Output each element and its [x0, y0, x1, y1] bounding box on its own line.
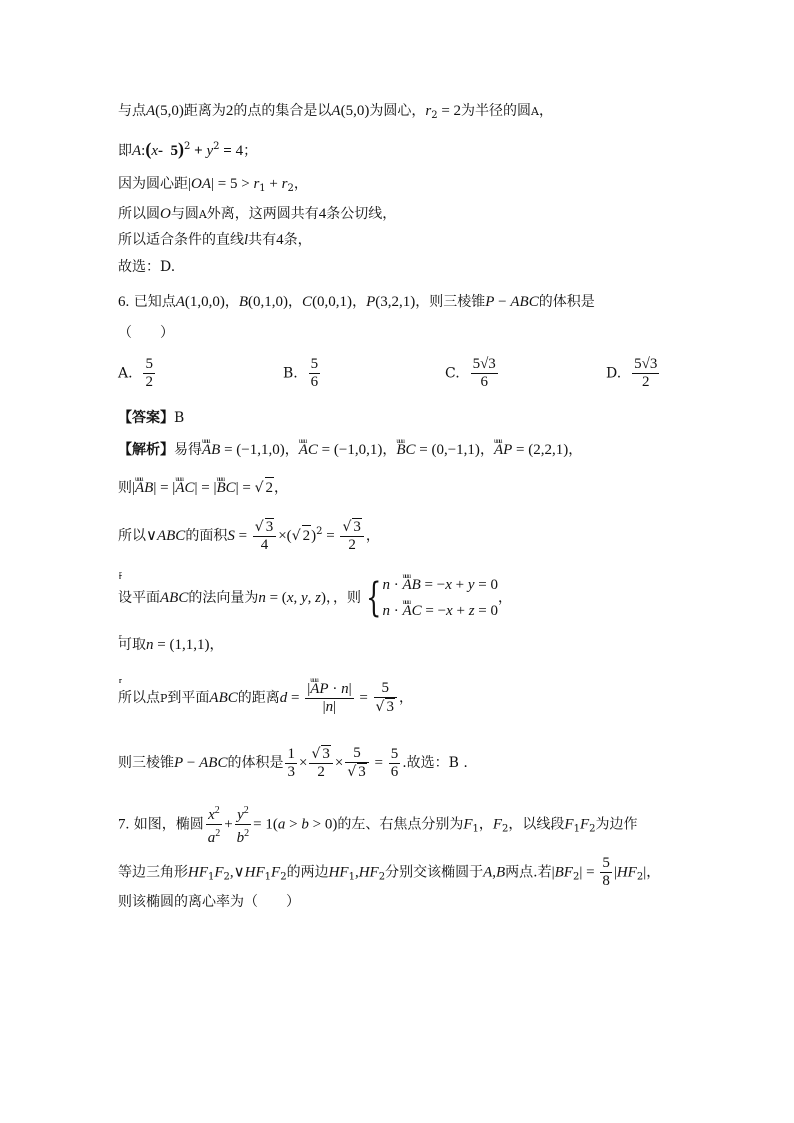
q6-stem: 6. 已知点A(1,0,0)，B(0,1,0)，C(0,0,1)，P(3,2,1)，则三棱锥P − ABC的体积是: [118, 294, 595, 310]
q6-analysis-line-6: 所以点P到平面ABC的距离d = $\frac{\text{|uuu AP · r n|}}{\text{|r n|}}$ = $\frac{5}{√ 3}$ ，: [118, 680, 413, 716]
q6-analysis-line-2: 则|uuu AB| = |uuu AC| = |uuu BC| = √ 2，: [118, 477, 288, 498]
prev-solution-line-2: 即A:(x- $5)^2 + y^2 = 4$；: [118, 139, 258, 159]
prev-solution-line-4: 所以圆O与圆A外离，这两圆共有4条公切线，: [118, 206, 397, 222]
prev-solution-line-1: 与点A(5,0)距离为2的点的集合是以A(5,0)为圆心，$r_2 = 2$为半径的圆A，: [118, 103, 553, 121]
q6-option-b: B. $\frac{5}{6}$: [283, 356, 319, 390]
q7-line-3: 则该椭圆的离心率为（ ）: [118, 894, 300, 910]
q6-paren: （ ）: [118, 325, 174, 341]
q7-line-2: 等边三角形$HF_1F_2,\vee HF_1F_2$的两边$HF_1,HF_2$分别交该椭圆于A,B两点.若$|BF_2|$ = $\frac{5}{8}$ $|HF_2|$，: [118, 855, 661, 889]
q6-analysis-line-5: 可取r n = (1,1,1)，: [118, 635, 223, 655]
q6-analysis-line-7: 则三棱锥P − ABC的体积是 $\frac{1}{3}$ × $\frac{√ 3}{2}$ × $\frac{5}{√ 3}$ = $\frac{5}{6}$ .故选：B .: [118, 745, 468, 780]
q6-option-a: A. $\frac{5}{2}$: [118, 356, 153, 390]
prev-solution-line-5: 所以适合条件的直线l共有4条，: [118, 232, 312, 248]
q6-answer: 【答案】B: [118, 410, 185, 426]
q7-line-1: 7. 如图，椭圆 $\frac{x^2}{a^2}$ + $\frac{y^2}{b^2}$ = 1(a > b > 0)的左、右焦点分别为$F_1$，$F_2$，以线段$F_1F_2$为边作: [118, 802, 638, 847]
q6-option-d: D. $\frac{5√3}{2}$: [606, 356, 658, 390]
prev-solution-line-3: 因为圆心距$|OA| = 5 > r_1 + r_2$，: [118, 176, 308, 194]
prev-solution-line-6: 故选：D.: [118, 259, 176, 275]
q6-analysis-line-3: 所以∨ABC的面积S = $\frac{√ 3}{4}$ ×(√ 2)$^2$ = $\frac{√ 3}{2}$ ，: [118, 519, 380, 553]
q6-option-c: C. $\frac{5√3}{6}$: [445, 356, 496, 390]
q6-analysis-line-4: 设平面ABC的法向量为r n = (x, y, z)，，则 { r n · uuu AB = −x + y = 0 r n · uuu AC = −x + z = 0 ，: [118, 572, 512, 624]
q6-analysis-line-1: 【解析】易得uuu AB = (−1,1,0)，uuu AC = (−1,0,1)，uuu BC = (0,−1,1)，uuu AP = (2,2,1)，: [118, 440, 582, 460]
